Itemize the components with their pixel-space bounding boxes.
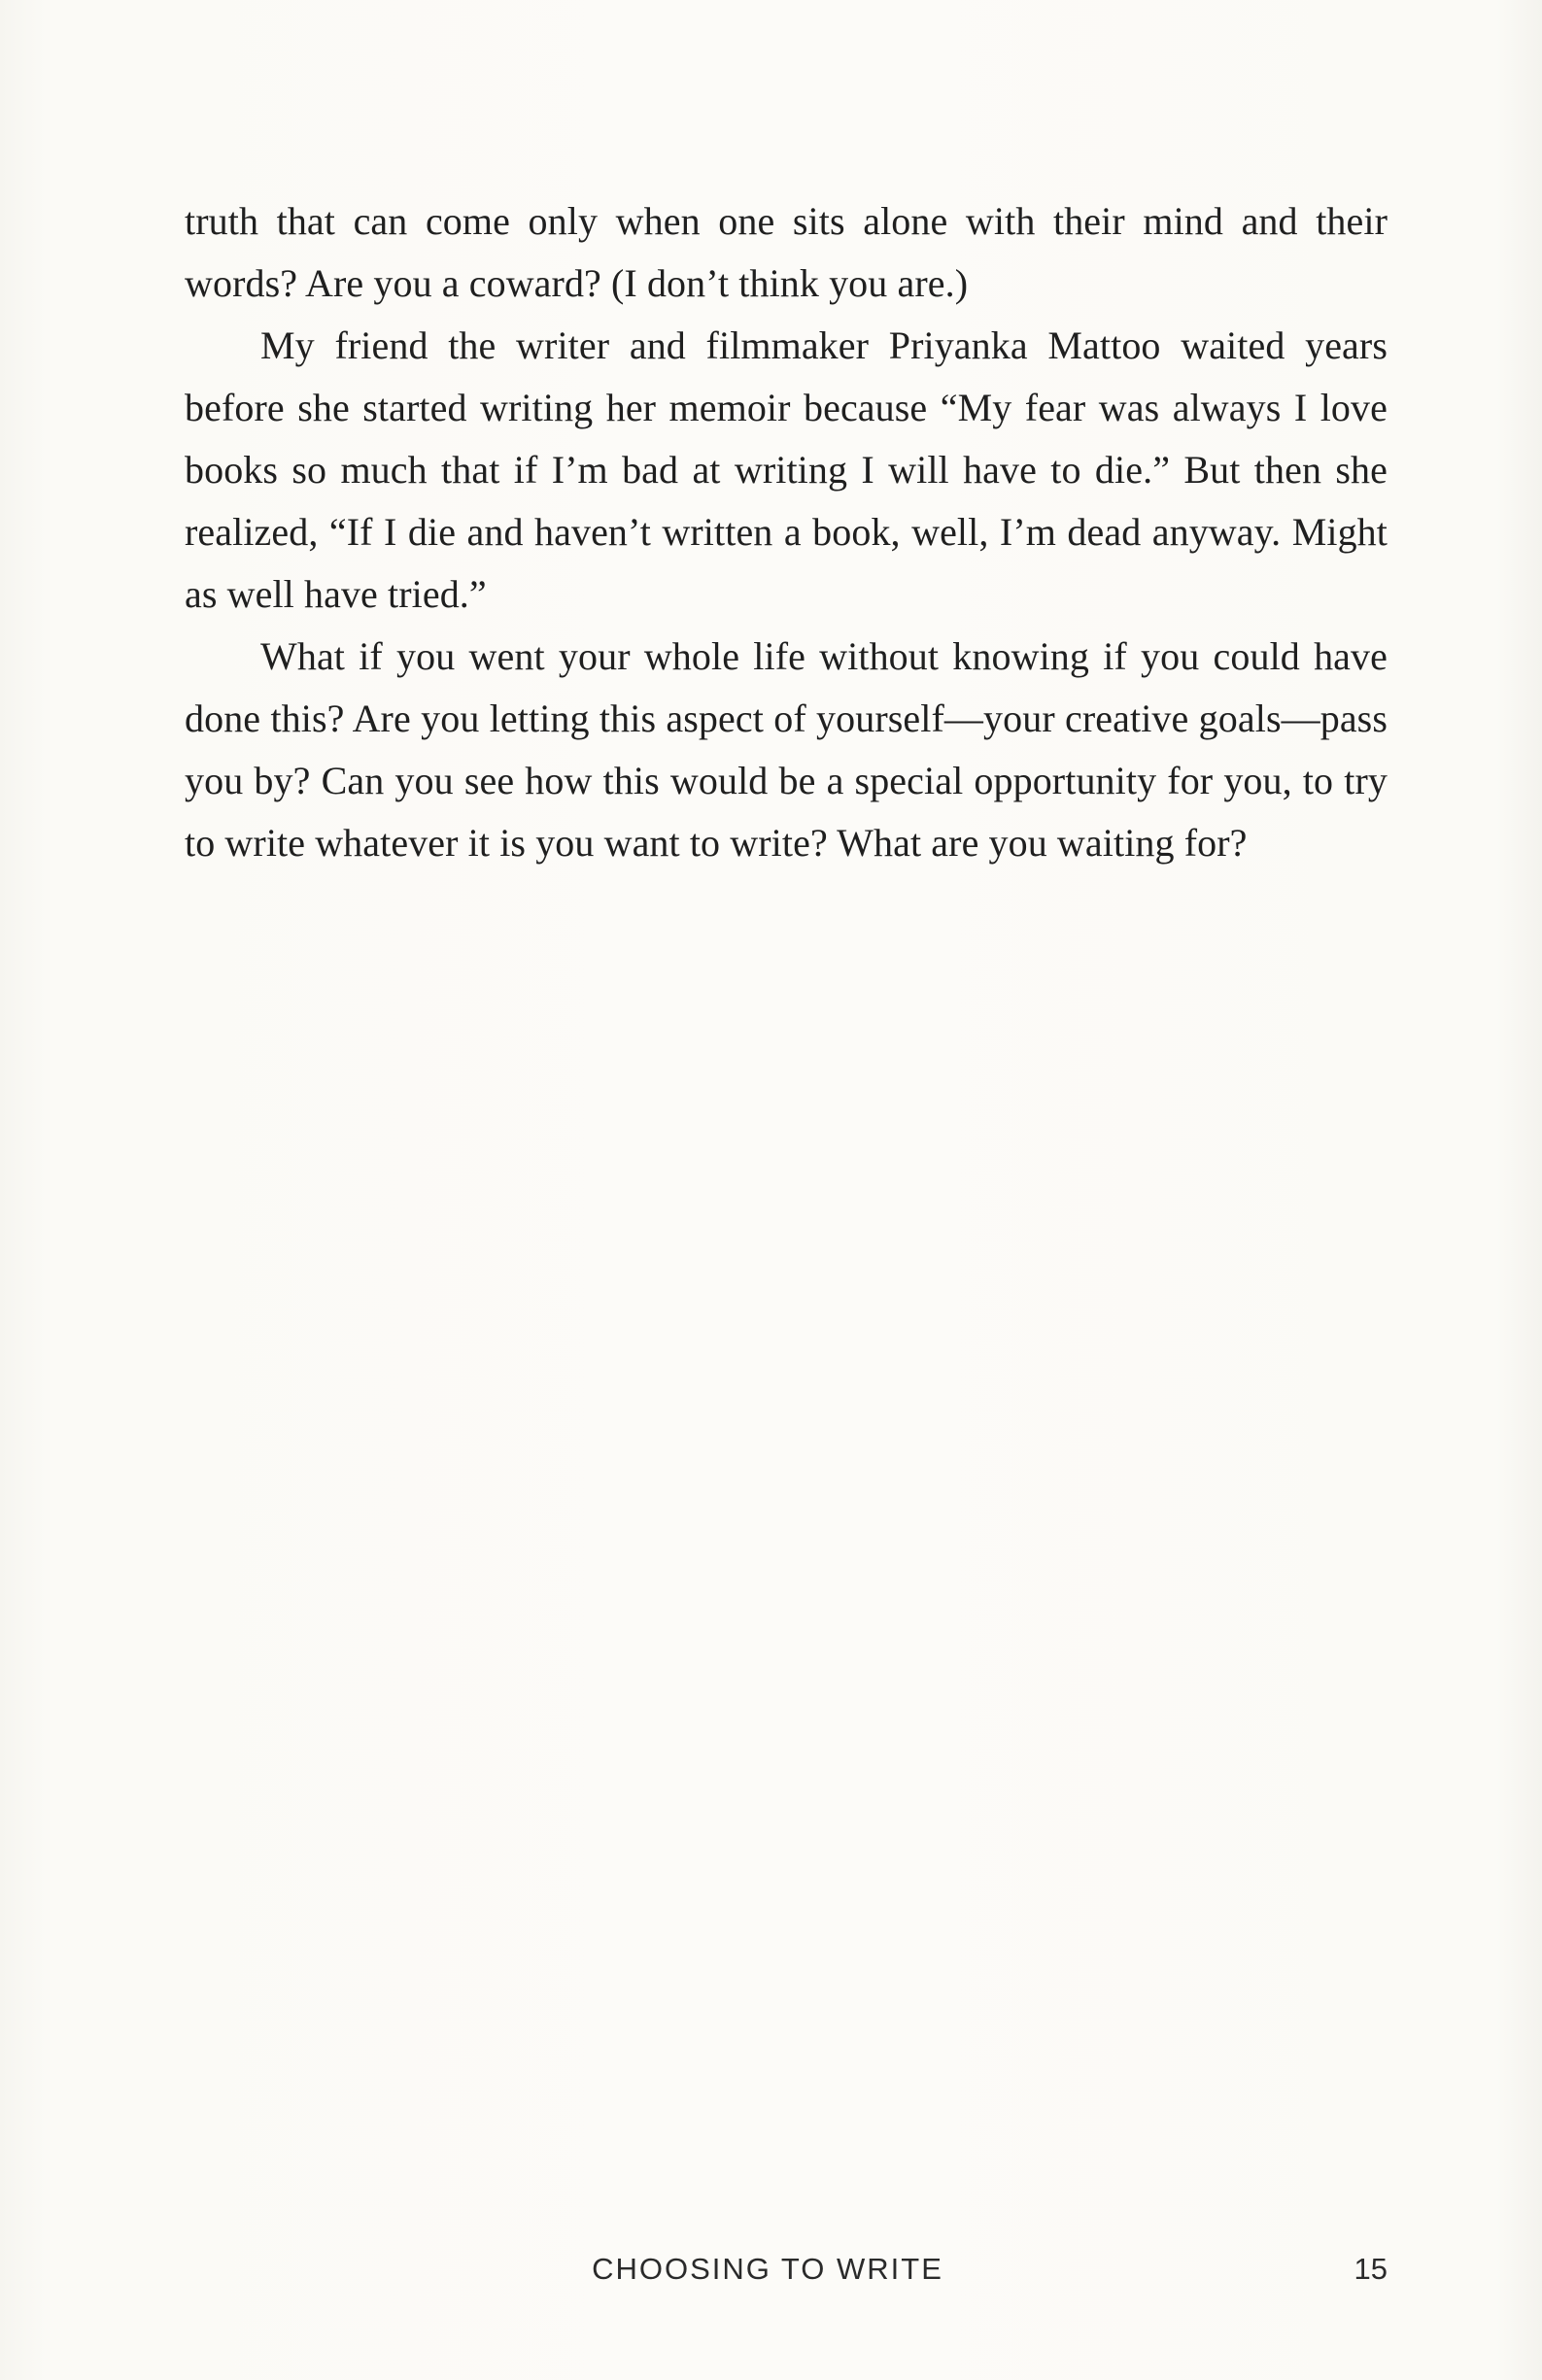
page-number: 15 [1354, 2252, 1388, 2286]
running-footer-title: CHOOSING TO WRITE [592, 2252, 943, 2286]
paragraph-continued: truth that can come only when one sits alone with their mind and their words? Are you a coward? (I don’t think you are.) [185, 199, 1388, 305]
body-text [185, 190, 1388, 874]
paragraph: My friend the writer and filmmaker Priyanka Mattoo waited years before she started writing her memoir because “My fear was always I love books so much that if I’m bad at writing I will have to die.” But then she realized, “If I die and haven’t written a book, well, I’m dead anyway. Might as well have tried.” [185, 323, 1388, 616]
paragraph: What if you went your whole life without knowing if you could have done this? Are you letting this aspect of yourself—your creative goals—pass you by? Can you see how this would be a special opportunity for you, to try to write whatever it is you want to write? What are you waiting for? [185, 634, 1388, 865]
